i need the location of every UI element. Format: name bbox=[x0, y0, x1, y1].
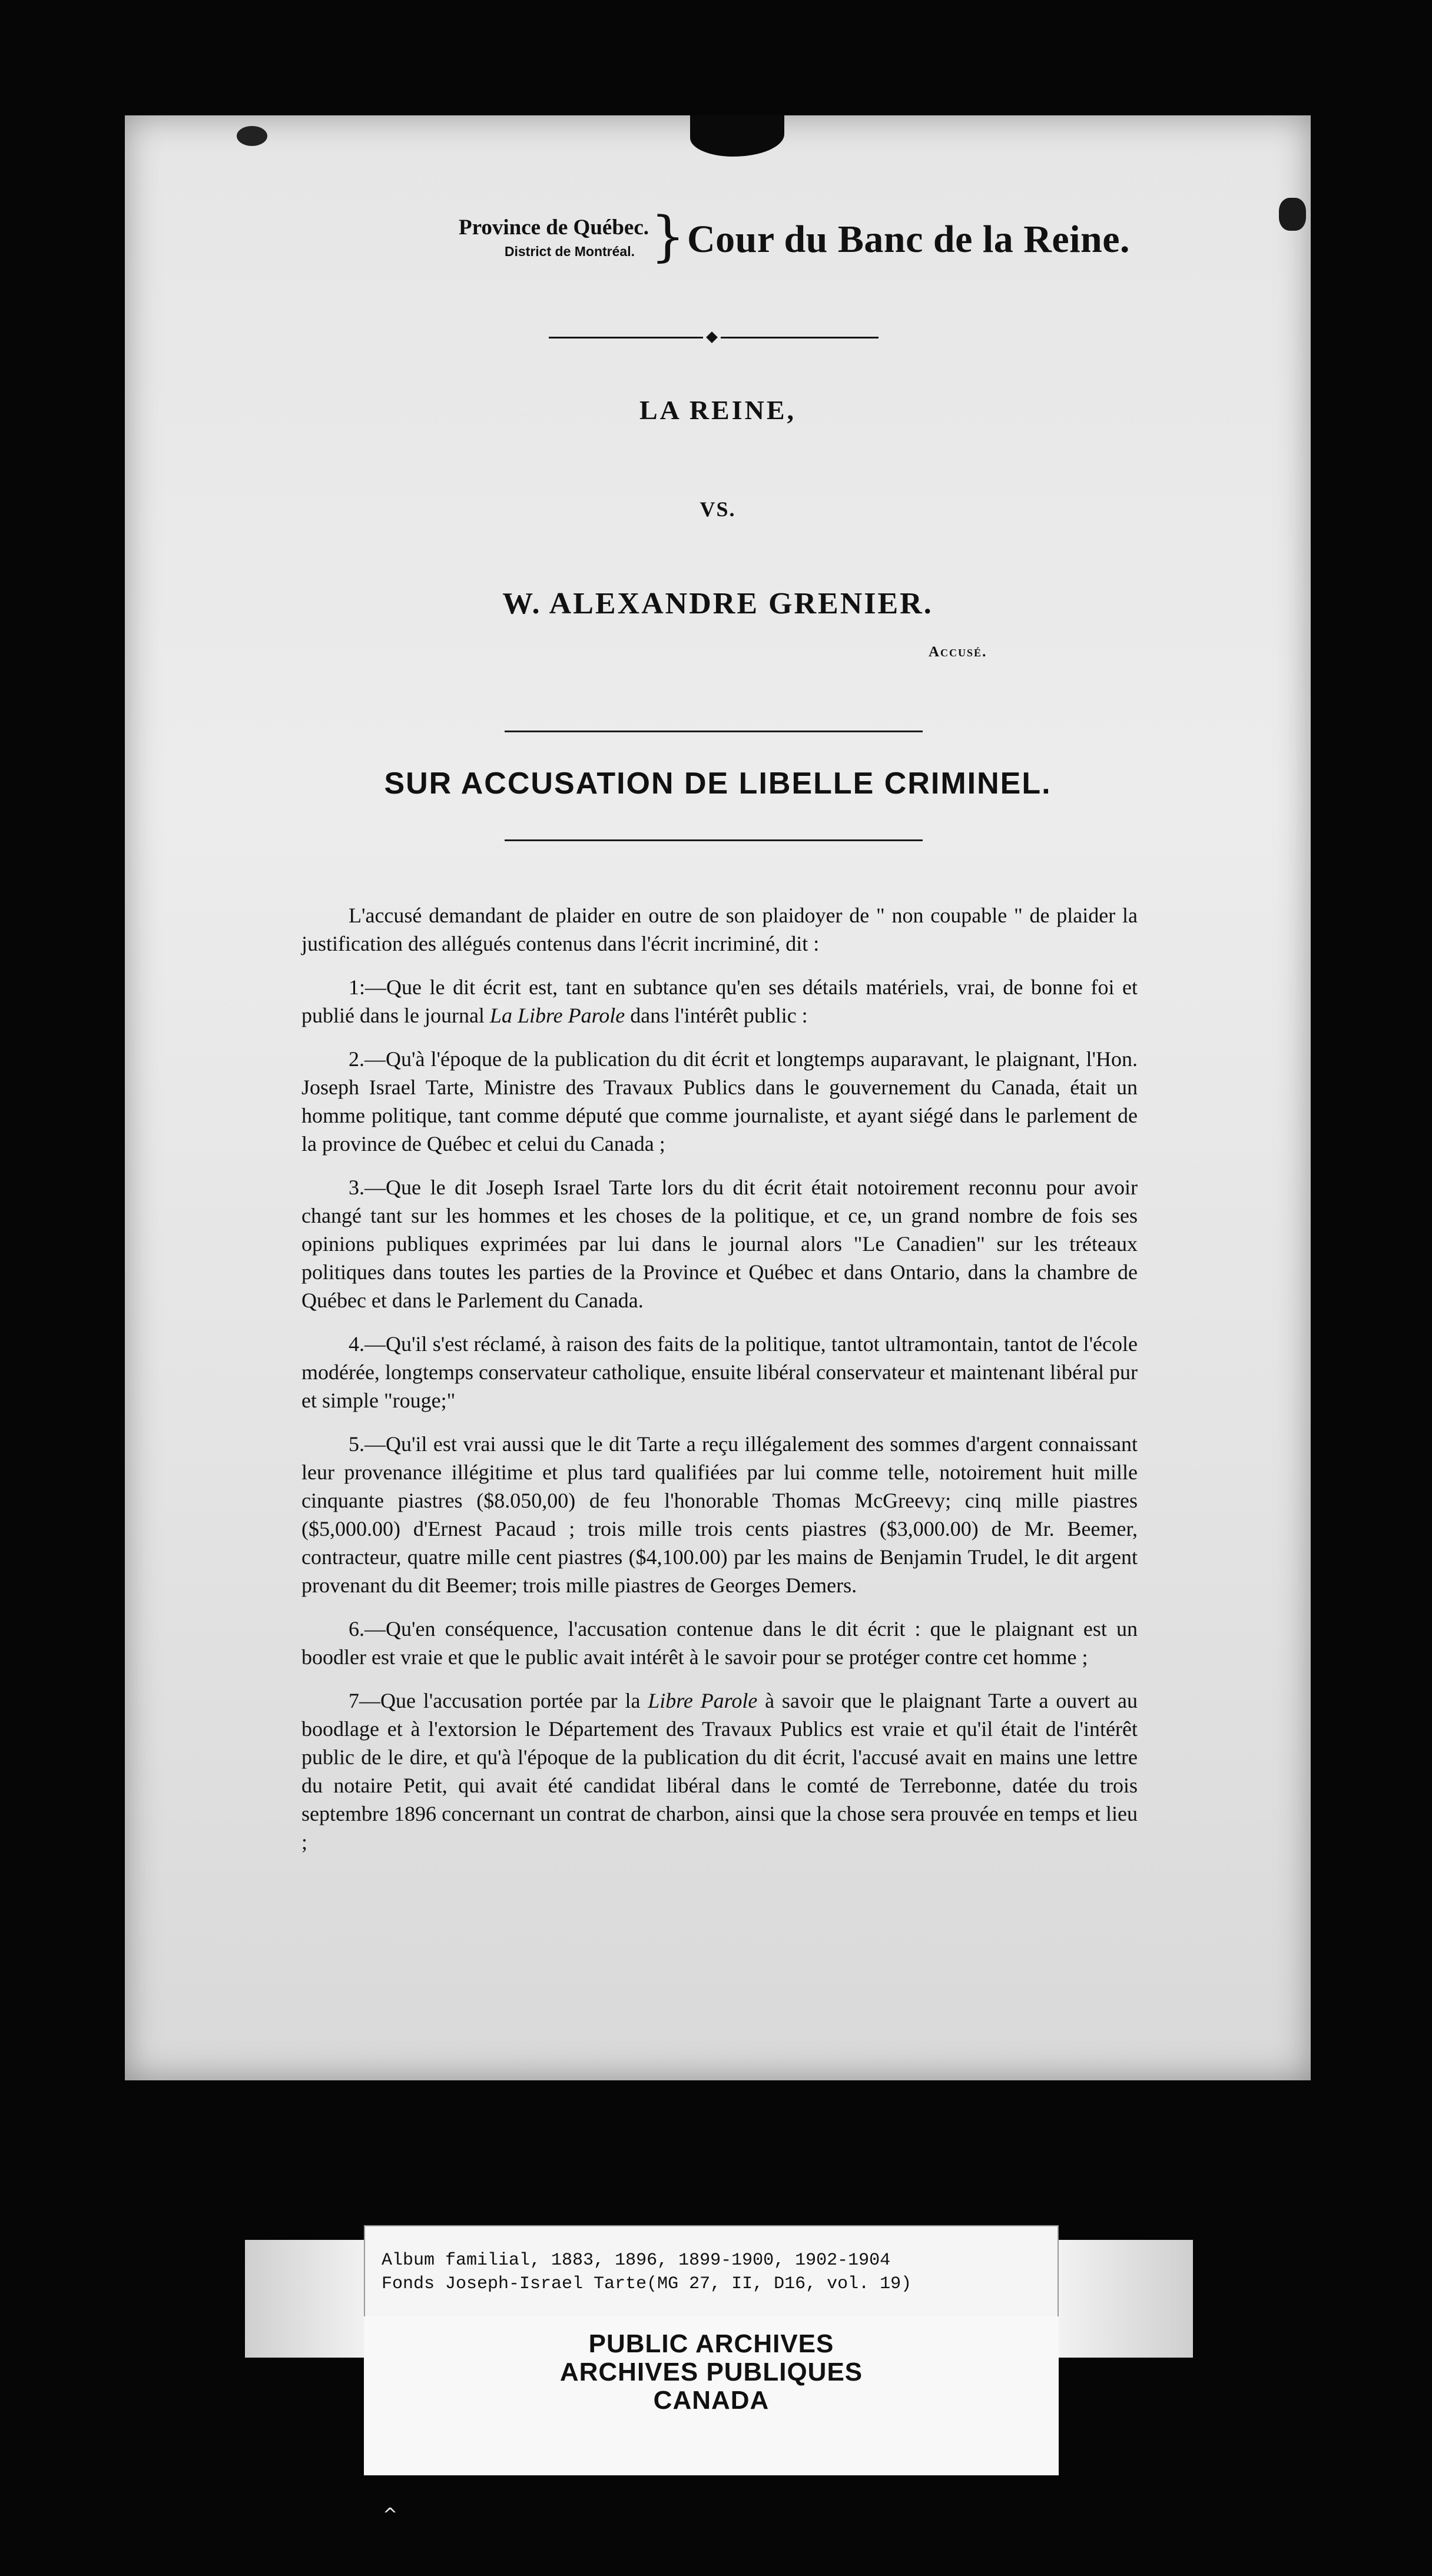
jurisdiction-block bbox=[284, 214, 649, 261]
plaintiff-name: LA REINE, bbox=[639, 395, 797, 425]
charge-heading: SUR ACCUSATION DE LIBELLE CRIMINEL. bbox=[384, 766, 1052, 801]
paper-tear bbox=[690, 115, 784, 157]
defendant-role: Accusé. bbox=[929, 644, 987, 660]
plea-paragraph-2: 2.—Qu'à l'époque de la publication du dit écrit et longtemps auparavant, le plaignant, l'Hon. Joseph Israel Tarte, Ministre des Travaux Publics dans le gouvernement du Canada, était un homme politique, tant comme député que comme journaliste, et ayant siégé dans le parlement de la province de Québec et celui du Canada ; bbox=[301, 1047, 1138, 1156]
plea-paragraph-4: 4.—Qu'il s'est réclamé, à raison des faits de la politique, tantot ultramontain, tantot de l'école modérée, longtemps conservateur catholique, ensuite libéral conservateur et maintenant libéral pur et simple "rouge;" bbox=[301, 1332, 1138, 1412]
plea-paragraph-6: 6.—Qu'en conséquence, l'accusation contenue dans le dit écrit : que le plaignant est un boodler est vraie et que le public avait intérêt à le savoir pour se protéger contre cet homme ; bbox=[301, 1617, 1138, 1669]
divider-rule bbox=[505, 839, 923, 841]
paper-blemish bbox=[1279, 198, 1306, 231]
ornament-divider bbox=[549, 331, 879, 343]
plea-paragraph-5: 5.—Qu'il est vrai aussi que le dit Tarte a reçu illégalement des sommes d'argent connaissant leur provenance illégitime et plus tard qualifiées par lui comme telle, notoirement huit mille cinquante piastres ($8.050,00) de feu l'honorable Thomas McGreevy; cinq mille piastres ($5,000.00) d'Ernest Pacaud ; trois mille trois cents piastres ($3,000.00) de Mr. Beemer, contracteur, quatre mille cent piastres ($4,100.00) par les mains de Benjamin Trudel, le dit argent provenant du dit Beemer; trois mille piastres de Georges Demers. bbox=[301, 1432, 1138, 1597]
stamp-line-country: CANADA bbox=[653, 2386, 770, 2415]
plea-paragraph-1 bbox=[301, 973, 1138, 1030]
archive-fonds-line: Fonds Joseph-Israel Tarte(MG 27, II, D16, vol. 19) bbox=[382, 2274, 912, 2294]
province-label: Province de Québec. bbox=[458, 215, 649, 240]
stamp-line-french: ARCHIVES PUBLIQUES bbox=[559, 2358, 863, 2386]
brace-glyph: } bbox=[651, 205, 685, 268]
journal-name: Libre Parole bbox=[648, 1689, 758, 1712]
plea-paragraph-7 bbox=[301, 1687, 1138, 1856]
versus-label: VS. bbox=[700, 497, 736, 521]
paragraph-text: 1:—Que le dit écrit est, tant en subtance qu'en ses détails matériels, vrai, de bonne foi et publié dans le journal bbox=[301, 975, 1138, 1027]
intro-paragraph: L'accusé demandant de plaider en outre de son plaidoyer de " non coupable " de plaider la justification des allégués contenus dans l'écrit incriminé, dit : bbox=[301, 904, 1138, 955]
archives-stamp bbox=[364, 2316, 1059, 2475]
divider-rule bbox=[505, 731, 923, 732]
document-page bbox=[125, 115, 1311, 2080]
district-label: District de Montréal. bbox=[504, 244, 635, 259]
paper-blemish bbox=[237, 126, 267, 146]
film-mark: ^ bbox=[383, 2505, 398, 2525]
stamp-line-english: PUBLIC ARCHIVES bbox=[588, 2329, 834, 2358]
court-title: Cour du Banc de la Reine. bbox=[687, 218, 1131, 261]
paragraph-text: 7—Que l'accusation portée par la bbox=[349, 1689, 648, 1712]
paragraph-text: dans l'intérêt public : bbox=[625, 1004, 808, 1027]
journal-name: La Libre Parole bbox=[489, 1004, 625, 1027]
defendant-name: W. ALEXANDRE GRENIER. bbox=[502, 587, 933, 620]
archive-reference-label bbox=[364, 2225, 1059, 2326]
plea-paragraph-3: 3.—Que le dit Joseph Israel Tarte lors du dit écrit était notoirement reconnu pour avoir changé tant sur les hommes et les choses de la politique, et ce, un grand nombre de fois ses opinions publiques exprimées par lui dans le journal alors "Le Canadien" sur les tréteaux politiques dans toutes les parties de la Province et Québec et dans Ontario, dans la chambre de Québec et dans le Parlement du Canada. bbox=[301, 1176, 1138, 1312]
plea-body bbox=[301, 901, 1138, 1871]
archive-album-line: Album familial, 1883, 1896, 1899-1900, 1902-1904 bbox=[382, 2250, 891, 2270]
paragraph-text: à savoir que le plaignant Tarte a ouvert au boodlage et à l'extorsion le Département des Travaux Publics est vraie et qu'il était de l'intérêt public de le dire, et qu'à l'époque de la publication du dit écrit, l'accusé avait en mains une lettre du notaire Petit, qui avait été candidat libéral dans le comté de Terrebonne, datée du trois septembre 1896 concernant un contrat de charbon, ainsi que la chose sera prouvée en temps et lieu ; bbox=[301, 1689, 1138, 1854]
